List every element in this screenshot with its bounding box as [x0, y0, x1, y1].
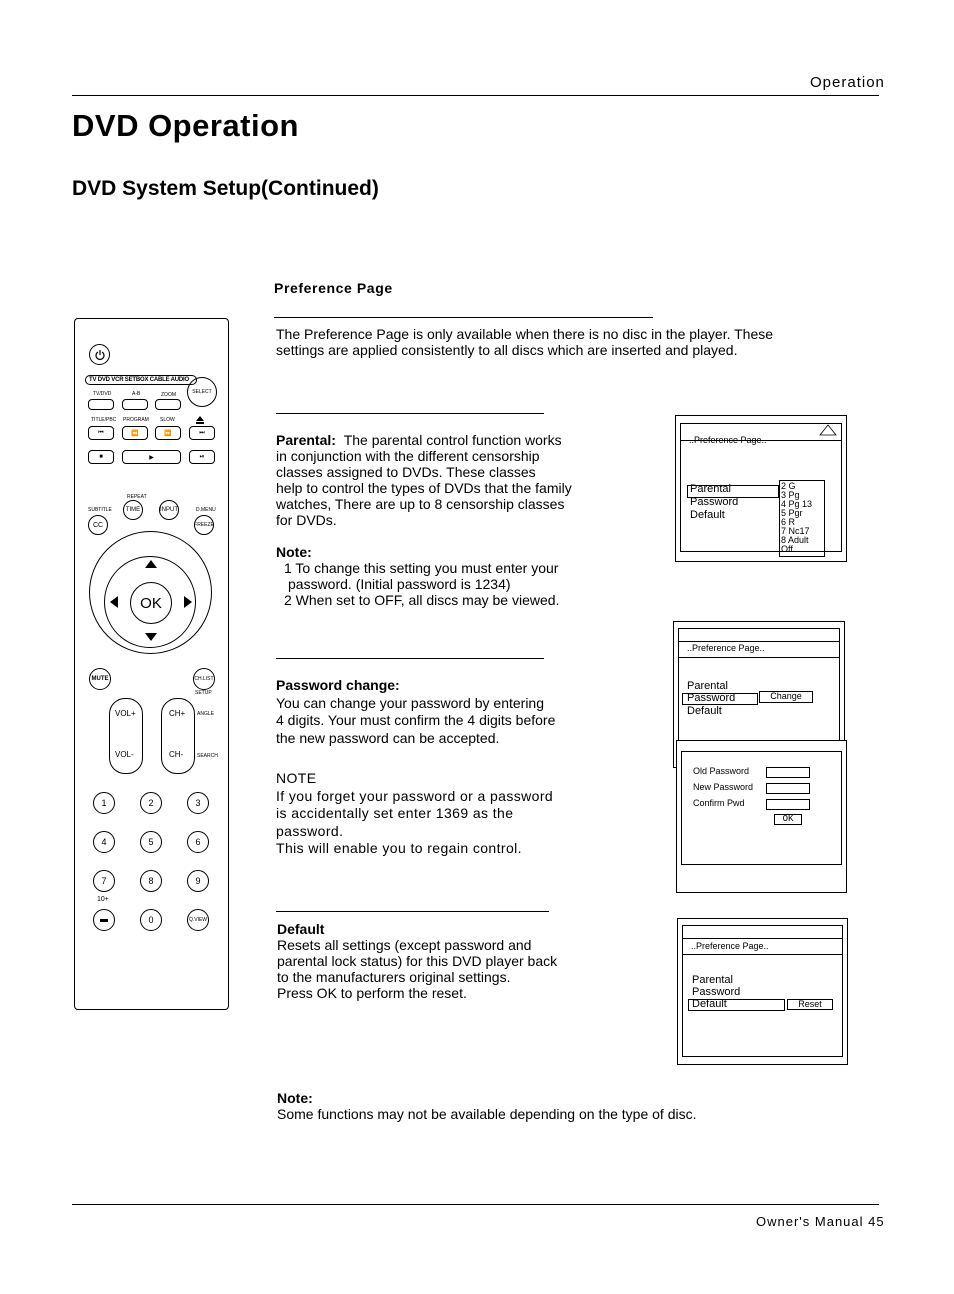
- ch-down-label: CH-: [169, 750, 184, 759]
- rating-item[interactable]: 2 G: [781, 481, 796, 491]
- dmenu-label: D.MENU: [196, 507, 216, 513]
- osd-dialog-frame: [681, 751, 842, 865]
- eject-icon[interactable]: [195, 415, 205, 425]
- nav-up-icon[interactable]: [145, 560, 157, 569]
- input-button[interactable]: INPUT: [159, 500, 179, 520]
- parental-line: [276, 432, 576, 448]
- parental-note-line: 1 To change this setting you must enter your: [284, 560, 559, 576]
- osd-parental-screen: [675, 415, 847, 562]
- preference-label: Preference Page: [274, 280, 393, 296]
- next-button[interactable]: ⏭: [189, 426, 215, 440]
- parental-note-line: password. (Initial password is 1234): [288, 576, 511, 592]
- change-button[interactable]: Change: [759, 691, 813, 703]
- footer-text: Owner's Manual 45: [756, 1214, 885, 1229]
- select-button[interactable]: SELECT: [187, 377, 217, 407]
- mute-button[interactable]: MUTE: [89, 668, 111, 690]
- rating-item[interactable]: 3 Pg: [781, 490, 800, 500]
- reset-button[interactable]: Reset: [787, 999, 833, 1010]
- time-button[interactable]: TIME: [123, 500, 143, 520]
- parental-line: help to control the types of DVDs that the family: [276, 480, 572, 496]
- rating-item[interactable]: 4 Pg 13: [781, 499, 813, 509]
- rating-item[interactable]: 7 Nc17: [781, 526, 810, 536]
- osd-item-parental[interactable]: Parental: [692, 974, 733, 986]
- password-line: You can change your password by entering: [276, 694, 544, 711]
- default-line: parental lock status) for this DVD player back: [277, 953, 558, 969]
- default-line: Resets all settings (except password and: [277, 937, 532, 953]
- osd-item-default[interactable]: Default: [687, 705, 722, 717]
- repeat-label: REPEAT: [127, 494, 147, 500]
- nav-left-icon[interactable]: [110, 596, 119, 608]
- chlist-button[interactable]: CH.LIST: [193, 668, 215, 690]
- default-text: [277, 921, 577, 1001]
- password-line: 4 digits. Your must confirm the 4 digits before: [276, 712, 556, 728]
- parental-note-heading: Note:: [276, 544, 312, 560]
- footer-rule: [72, 1204, 879, 1205]
- osd-item-password[interactable]: Password: [692, 986, 741, 998]
- new-password-field[interactable]: [766, 783, 810, 794]
- power-icon: [94, 349, 106, 361]
- osd-frame: [680, 423, 842, 552]
- ab-label: A-B: [132, 391, 141, 397]
- default-line: Press OK to perform the reset.: [277, 985, 467, 1001]
- dash-icon: [100, 919, 108, 922]
- ch-up-label: CH+: [169, 709, 186, 718]
- zoom-button[interactable]: [155, 399, 181, 410]
- parental-line: classes assigned to DVDs. These classes: [276, 464, 536, 480]
- power-button[interactable]: [89, 344, 110, 365]
- default-heading: Default: [277, 921, 325, 937]
- prev-button[interactable]: ⏮: [88, 426, 114, 440]
- password-note: [276, 770, 576, 858]
- old-password-field[interactable]: [766, 767, 810, 778]
- final-note-text: Some functions may not be available depending on the type of disc.: [277, 1106, 697, 1122]
- final-note-heading: Note:: [277, 1090, 313, 1106]
- password-line: the new password can be accepted.: [276, 729, 500, 746]
- password-text: [276, 677, 576, 747]
- digit-0-button[interactable]: 0: [140, 909, 162, 931]
- slow-label: SLOW: [160, 417, 175, 423]
- forward-button[interactable]: ⏩: [155, 426, 181, 440]
- parental-line: for DVDs.: [276, 512, 337, 528]
- titlepbc-label: TITLE/PBC: [91, 417, 117, 423]
- osd-default-screen: [677, 918, 848, 1065]
- source-selector[interactable]: TV DVD VCR SETBOX CABLE AUDIO: [85, 375, 197, 385]
- rating-item[interactable]: 6 R: [781, 517, 796, 527]
- nav-right-icon[interactable]: [184, 596, 193, 608]
- osd-item-parental[interactable]: Parental: [687, 680, 728, 692]
- password-rule: [276, 658, 544, 659]
- tvdvd-label: TV/DVD: [93, 391, 112, 397]
- page-title: DVD Operation: [72, 108, 299, 143]
- osd-item-default[interactable]: Default: [692, 998, 727, 1010]
- osd-item-password[interactable]: Password: [690, 496, 739, 508]
- zoom-label: ZOOM: [161, 392, 176, 398]
- digit-8-button[interactable]: 8: [140, 870, 162, 892]
- digit-6-button[interactable]: 6: [187, 831, 209, 853]
- qview-button[interactable]: Q.VIEW: [187, 909, 209, 931]
- password-note-line: If you forget your password or a password: [276, 787, 554, 804]
- digit-5-button[interactable]: 5: [140, 831, 162, 853]
- osd-frame: [682, 925, 843, 1057]
- ten-plus-button[interactable]: [93, 909, 115, 931]
- password-heading: Password change:: [276, 677, 400, 693]
- ab-button[interactable]: [122, 399, 148, 410]
- rewind-button[interactable]: ⏪: [122, 426, 148, 440]
- stop-button[interactable]: ■: [88, 450, 114, 464]
- digit-2-button[interactable]: 2: [140, 792, 162, 814]
- parental-heading: Parental:: [276, 432, 336, 448]
- osd-item-password[interactable]: Password: [687, 692, 736, 704]
- vol-up-label: VOL+: [115, 709, 136, 718]
- password-note-line: is accidentally set enter 1369 as the: [276, 805, 514, 821]
- play-button[interactable]: ▶: [122, 450, 181, 464]
- pause-button[interactable]: ⏯: [189, 450, 215, 464]
- password-note-line: password.: [276, 822, 344, 839]
- digit-9-button[interactable]: 9: [187, 870, 209, 892]
- osd-title: ..Preference Page..: [689, 435, 767, 445]
- final-note: [277, 1090, 777, 1122]
- rating-item[interactable]: 5 Pgr: [781, 508, 803, 518]
- freeze-button[interactable]: FREEZE: [194, 515, 214, 535]
- nav-down-icon[interactable]: [145, 633, 157, 642]
- preference-intro: [276, 326, 816, 358]
- rating-item[interactable]: Off: [781, 544, 793, 554]
- digit-4-button[interactable]: 4: [93, 831, 115, 853]
- new-password-label: New Password: [693, 782, 754, 792]
- search-label: SEARCH: [197, 753, 218, 759]
- parental-line: in conjunction with the different censorship: [276, 448, 540, 464]
- osd-item-default[interactable]: Default: [690, 509, 725, 521]
- osd-password-dialog: [676, 740, 847, 893]
- osd-item-parental[interactable]: Parental: [690, 483, 731, 495]
- parental-line-text: The parental control function works: [343, 432, 562, 448]
- digit-1-button[interactable]: 1: [93, 792, 115, 814]
- osd-title: ..Preference Page..: [687, 643, 765, 653]
- digit-3-button[interactable]: 3: [187, 792, 209, 814]
- setup-label: SETUP: [195, 690, 212, 696]
- password-note-heading: NOTE: [276, 770, 317, 786]
- preference-rule: [274, 317, 653, 318]
- section-label: Operation: [810, 74, 885, 91]
- ok-button[interactable]: OK: [774, 814, 802, 825]
- intro-line: The Preference Page is only available when there is no disc in the player. These: [276, 326, 774, 342]
- vol-down-label: VOL-: [115, 750, 134, 759]
- digit-7-button[interactable]: 7: [93, 870, 115, 892]
- ten-plus-label: 10+: [97, 896, 109, 903]
- ok-button-remote[interactable]: OK: [130, 582, 172, 624]
- parental-rule: [276, 413, 544, 414]
- confirm-password-field[interactable]: [766, 799, 810, 810]
- password-note-line: This will enable you to regain control.: [276, 840, 522, 856]
- page-subtitle: DVD System Setup(Continued): [72, 177, 379, 200]
- header-rule: [72, 95, 879, 96]
- remote-control: [74, 318, 229, 1010]
- parental-text: [276, 432, 576, 608]
- osd-title: ..Preference Page..: [691, 941, 769, 951]
- confirm-password-label: Confirm Pwd: [693, 798, 745, 808]
- subtitle-label: SUBTITLE: [88, 507, 112, 513]
- parental-line: watches, There are up to 8 censorship classes: [276, 496, 565, 512]
- rating-item[interactable]: 8 Adult: [781, 535, 809, 545]
- tvdvd-button[interactable]: [88, 399, 114, 410]
- default-line: to the manufacturers original settings.: [277, 969, 511, 985]
- default-rule: [276, 911, 549, 912]
- up-arrow-icon: [819, 424, 837, 436]
- program-label: PROGRAM: [123, 417, 149, 423]
- angle-label: ANGLE: [197, 711, 214, 717]
- parental-note-line: 2 When set to OFF, all discs may be viewed.: [284, 592, 560, 608]
- old-password-label: Old Password: [693, 766, 750, 776]
- intro-line: settings are applied consistently to all discs which are inserted and played.: [276, 342, 738, 358]
- cc-button[interactable]: CC: [88, 515, 108, 535]
